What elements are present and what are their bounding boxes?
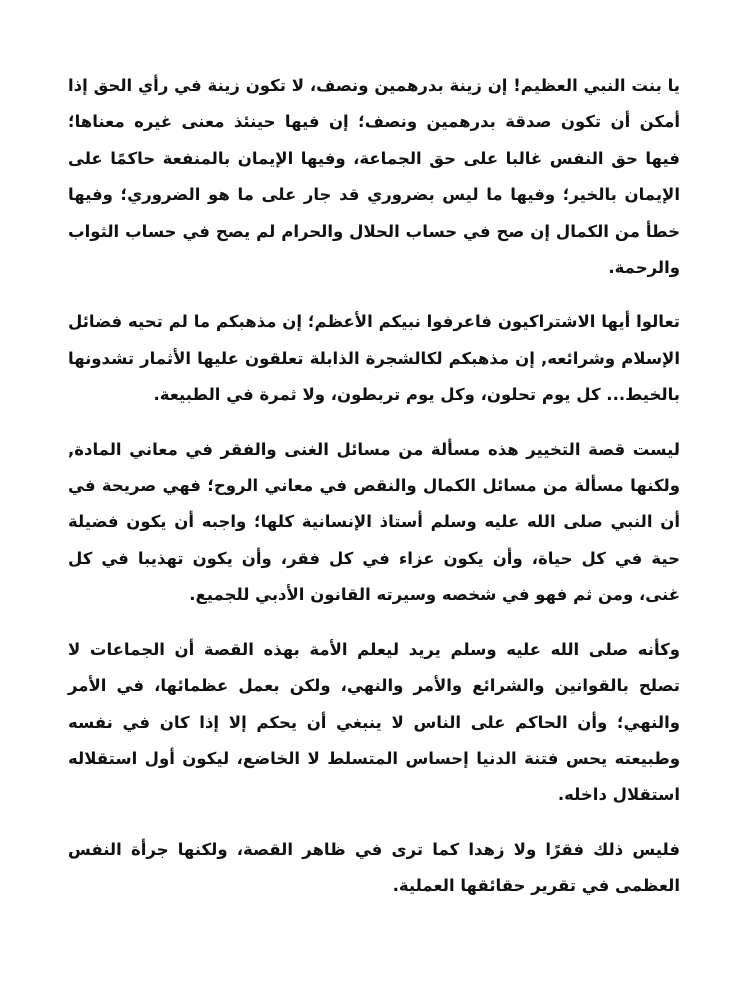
document-page: [68, 68, 680, 923]
paragraph-5: فليس ذلك فقرًا ولا زهدا كما ترى في ظاهر القصة، ولكنها جرأة النفس العظمى في تقرير حقائقها العملية.: [68, 839, 680, 896]
paragraph-3: ليست قصة التخيير هذه مسألة من مسائل الغنى والفقر في معاني المادة, ولكنها مسألة من مسائل الكمال والنقص في معاني الروح؛ فهي صريحة في أن النبي صلى الله عليه وسلم أستاذ الإنسانية كلها؛ واجبه أن يكون فضيلة حية في كل حياة، وأن يكون عزاء في كل فقر، وأن يكون تهذيبا في كل غنى، ومن ثم فهو في شخصه وسيرته القانون الأدبي للجميع.: [68, 439, 680, 605]
paragraph-1: يا بنت النبي العظيم! إن زينة بدرهمين ونصف، لا تكون زينة في رأي الحق إذا أمكن أن تكون صدقة بدرهمين ونصف؛ إن فيها حينئذ معنى غيره معناها؛ فيها حق النفس غالبا على حق الجماعة، وفيها الإيمان بالمنفعة حاكمًا على الإيمان بالخير؛ وفيها ما ليس بضروري قد جار على ما هو الضروري؛ وفيها خطأ من الكمال إن صح في حساب الحلال والحرام لم يصح في حساب الثواب والرحمة.: [68, 76, 680, 278]
paragraph-2: تعالوا أيها الاشتراكيون فاعرفوا نبيكم الأعظم؛ إن مذهبكم ما لم تحيه فضائل الإسلام وشرائعه, إن مذهبكم لكالشجرة الذابلة تعلقون عليها الأثمار تشدونها بالخيط... كل يوم تحلون، وكل يوم تربطون، ولا ثمرة في الطبيعة.: [68, 312, 680, 405]
paragraph-4: وكأنه صلى الله عليه وسلم يريد ليعلم الأمة بهذه القصة أن الجماعات لا تصلح بالقوانين والشرائع والأمر والنهي، ولكن بعمل عظمائها، في الأمر والنهي؛ وأن الحاكم على الناس لا ينبغي أن يحكم إلا إذا كان في نفسه وطبيعته يحس فتنة الدنيا إحساس المتسلط لا الخاضع، ليكون أول استقلاله استقلال داخله.: [68, 639, 680, 805]
